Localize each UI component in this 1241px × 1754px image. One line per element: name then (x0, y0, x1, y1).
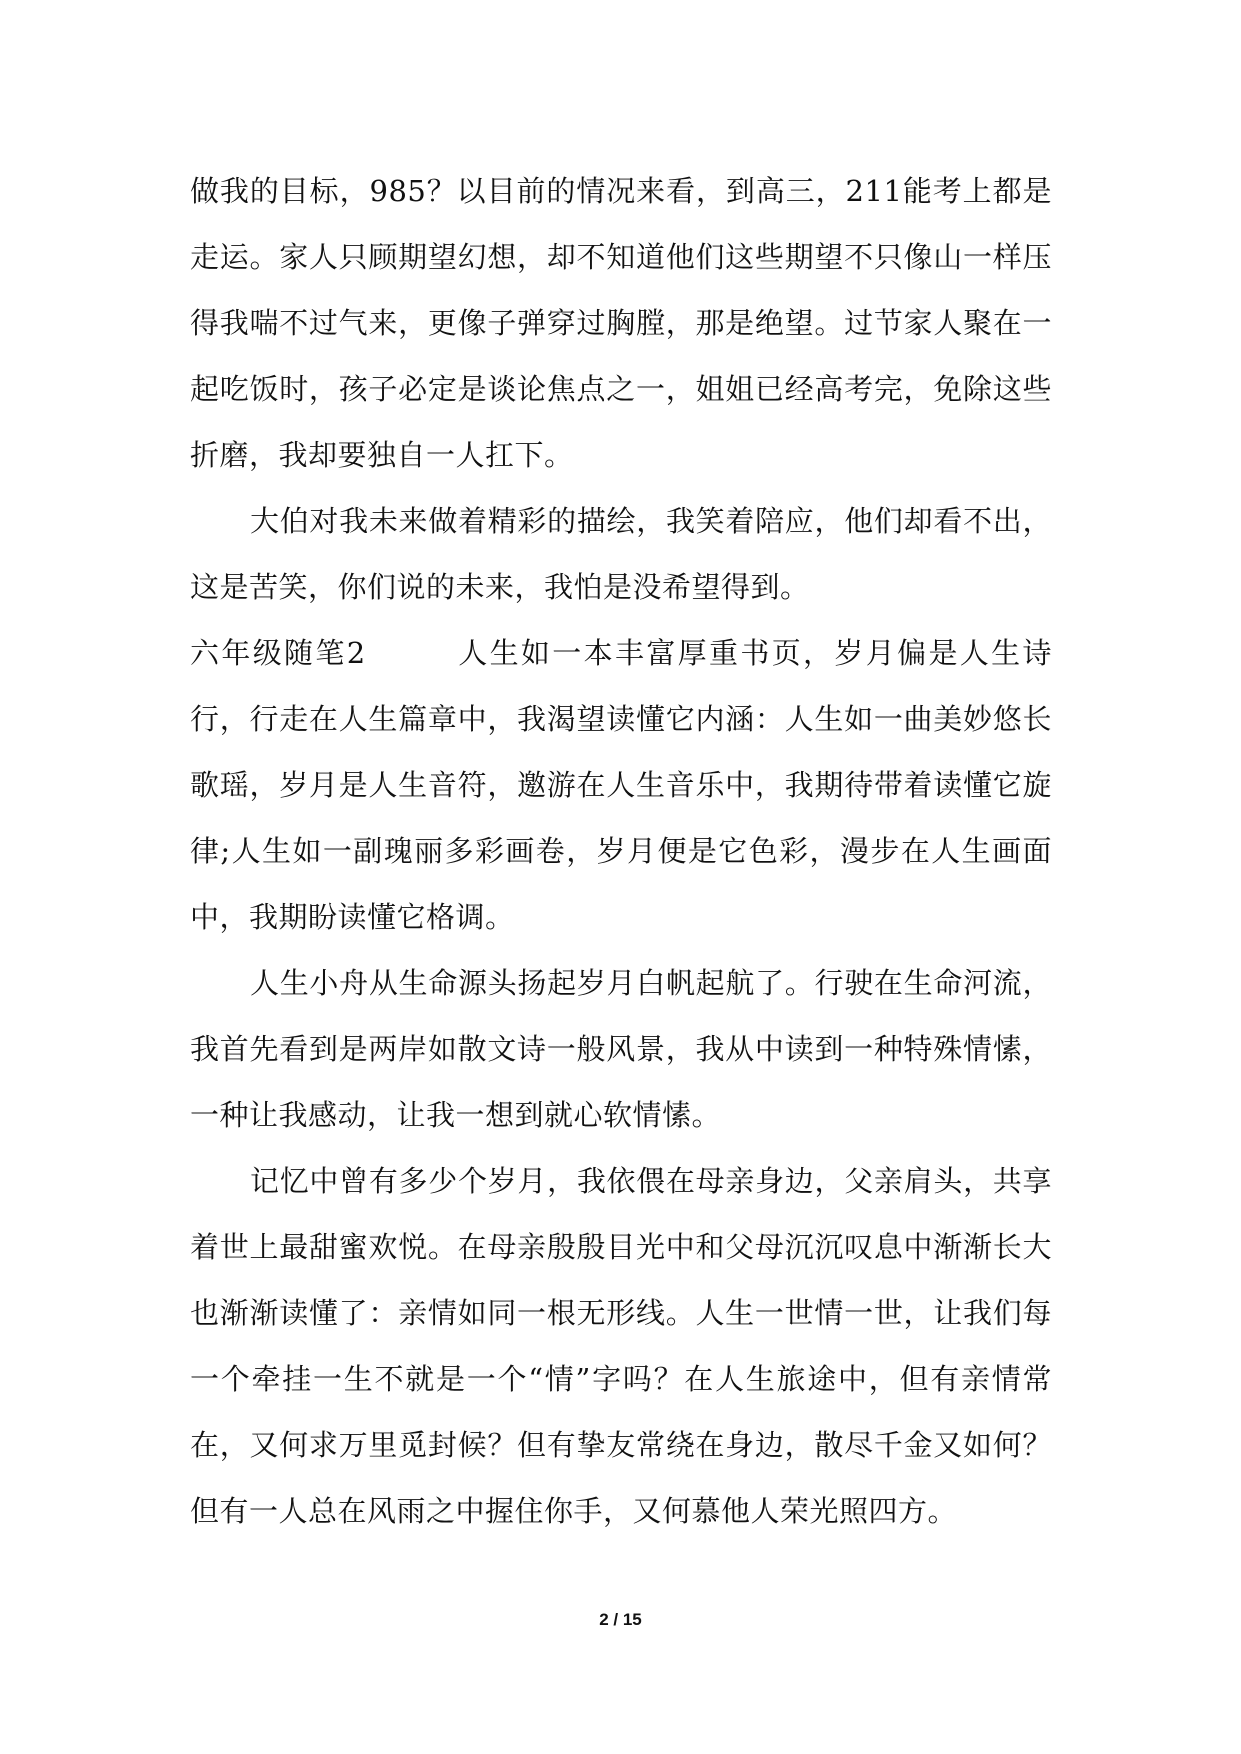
paragraph-5: 记忆中曾有多少个岁月，我依偎在母亲身边，父亲肩头，共享着世上最甜蜜欢悦。在母亲殷殷目光中和父母沉沉叹息中渐渐长大也渐渐读懂了：亲情如同一根无形线。人生一世情一世，让我们每一个牵挂一生不就是一个“情”字吗？在人生旅途中，但有亲情常在，又何求万里觅封候？但有挚友常绕在身边，散尽千金又如何？但有一人总在风雨之中握住你手，又何慕他人荣光照四方。 (190, 1164, 1052, 1528)
paragraph-4: 人生小舟从生命源头扬起岁月白帆起航了。行驶在生命河流，我首先看到是两岸如散文诗一般风景，我从中读到一种特殊情愫，一种让我感动，让我一想到就心软情愫。 (190, 966, 1052, 1132)
paragraph-1: 做我的目标，985？以目前的情况来看，到高三，211能考上都是走运。家人只顾期望幻想，却不知道他们这些期望不只像山一样压得我喘不过气来，更像子弹穿过胸膛，那是绝望。过节家人聚在一起吃饭时，孩子必定是谈论焦点之一，姐姐已经高考完，免除这些折磨，我却要独自一人扛下。 (190, 174, 1052, 472)
section-heading: 六年级随笔2 (190, 636, 366, 670)
paragraph-2: 大伯对我未来做着精彩的描绘，我笑着陪应，他们却看不出，这是苦笑，你们说的未来，我怕是没希望得到。 (190, 504, 1052, 604)
paragraph-3-text: 人生如一本丰富厚重书页，岁月偏是人生诗行，行走在人生篇章中，我渴望读懂它内涵：人生如一曲美妙悠长歌瑶，岁月是人生音符，邀游在人生音乐中，我期待带着读懂它旋律;人生如一副瑰丽多彩画卷，岁月便是它色彩，漫步在人生画面中，我期盼读懂它格调。 (190, 636, 1052, 934)
paragraph-3 (190, 620, 1052, 950)
body-text (190, 158, 1052, 1544)
page-number: 2 / 15 (599, 1610, 642, 1629)
